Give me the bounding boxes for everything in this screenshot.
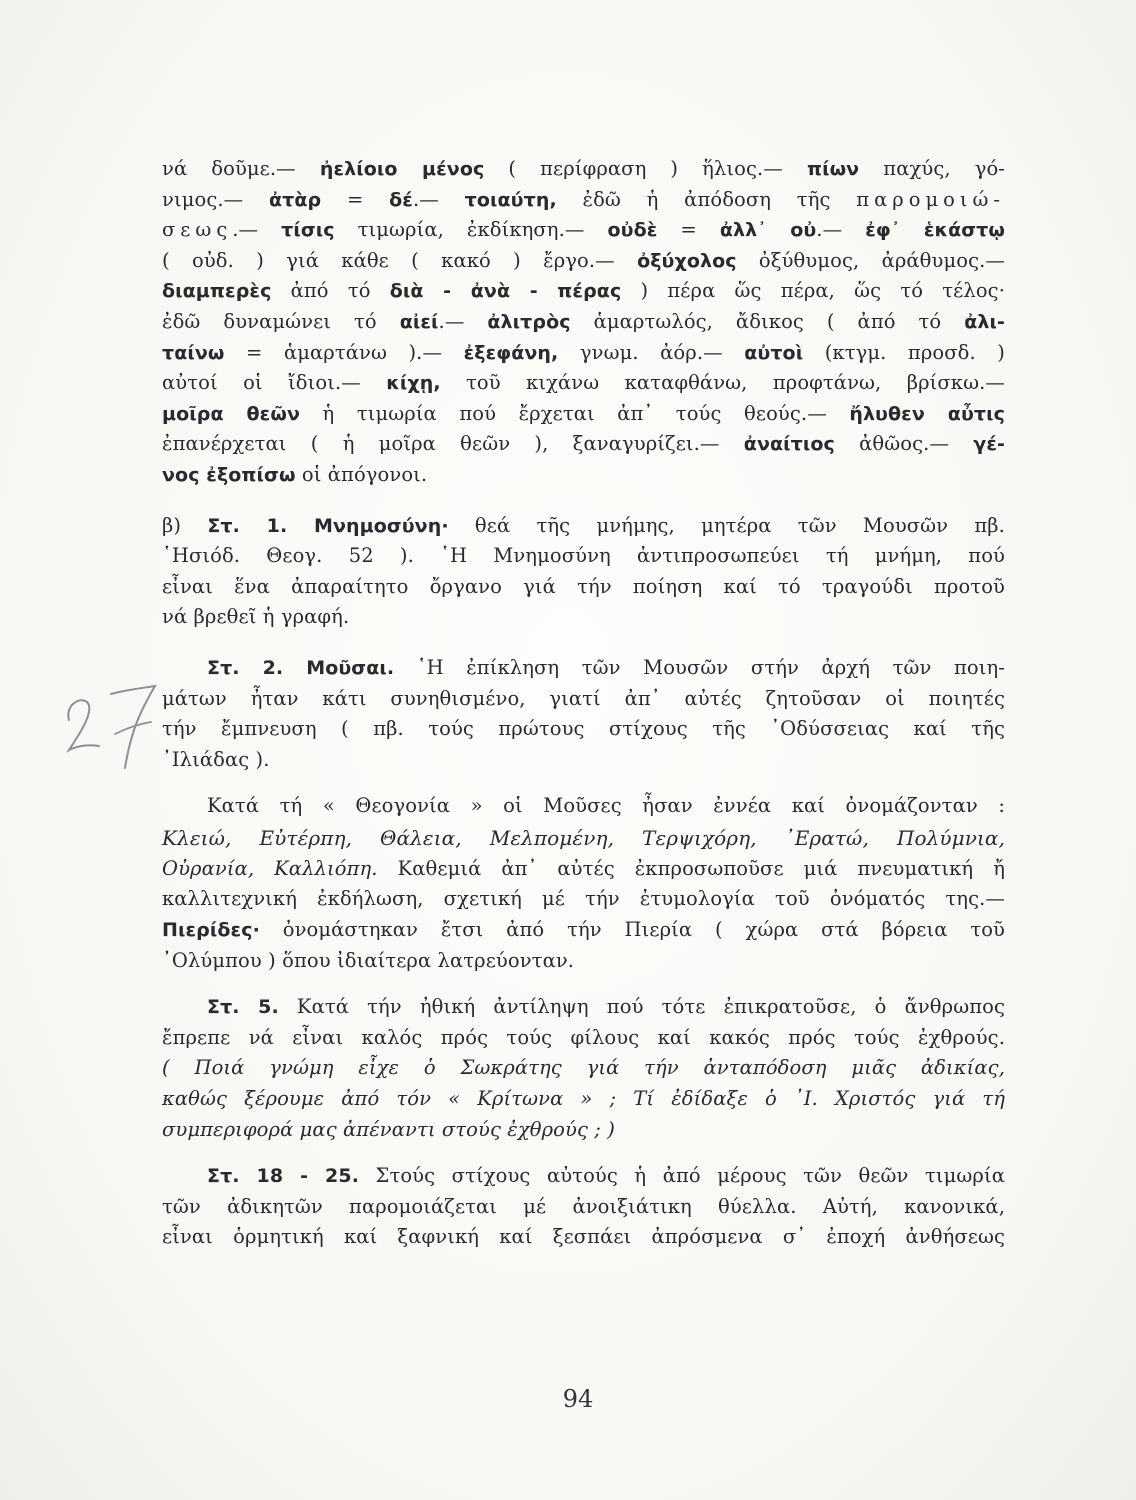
italic-text: καθώς ξέρουμε ἀπό τόν « Κρίτωνα » ; Τί ἐδίδαξε ὁ ᾿Ι. Χριστός γιά τή — [162, 1087, 1005, 1111]
commentary-text — [162, 154, 1005, 1253]
text-line: ( οὐδ. ) γιά κάθε ( κακό ) ἔργο.— ὀξύχολος ὀξύθυμος, ἀράθυμος.— — [162, 248, 1005, 272]
italic-text: Κλειώ, Εὐτέρπη, Θάλεια, Μελπομένη, Τερψιχόρη, ᾿Ερατώ, Πολύμνια, — [162, 825, 1005, 850]
text-line: νιμος.— ἀτὰρ = δέ.— τοιαύτη, ἐδῶ ἡ ἀπόδοση τῆς παρομοιώ- — [162, 187, 1005, 211]
text-line — [162, 822, 1005, 854]
bold-term: μοῖρα θεῶν — [162, 402, 301, 425]
bold-term: γέ- — [973, 433, 1005, 456]
bold-term: διὰ - ἀνὰ - πέρας — [389, 280, 622, 303]
text-line — [162, 1084, 1005, 1115]
text-line: διαμπερὲς ἀπό τό διὰ - ἀνὰ - πέρας ) πέρα ὥς πέρα, ὥς τό τέλος· — [162, 279, 1005, 303]
italic-text: ( Ποιά γνώμη εἶχε ὁ Σωκράτης γιά τήν ἀνταπόδοση μιᾶς ἀδικίας, — [162, 1056, 1005, 1080]
text-line: καλλιτεχνική ἐκδήλωση, σχετική μέ τήν ἐτυμολογία τοῦ ὀνόματός της.— — [162, 887, 1005, 911]
bold-term: ἀναίτιος — [743, 433, 835, 456]
text-line — [162, 1053, 1005, 1084]
bold-term: Στ. 2. Μοῦσαι. — [207, 656, 395, 679]
text-line: εἶναι ἕνα ἀπαραίτητο ὄργανο γιά τήν ποίηση καί τό τραγούδι προτοῦ — [162, 574, 1005, 598]
text-line: αὐτοί οἱ ἴδιοι.— κίχῃ, τοῦ κιχάνω καταφθάνω, προφτάνω, βρίσκω.— — [162, 371, 1005, 395]
text-line: Στ. 5. Κατά τήν ἠθική ἀντίληψη πού τότε ἐπικρατοῦσε, ὁ ἄνθρωπος — [207, 995, 1005, 1019]
bold-term: ἀλι- — [964, 310, 1005, 333]
bold-term: ἠελίοιο μένος — [319, 158, 485, 180]
text-line: ᾿Ολύμπου ) ὅπου ἰδιαίτερα λατρεύονταν. — [162, 948, 575, 972]
handwritten-27-drawing — [55, 680, 165, 780]
page-number: 94 — [562, 1385, 594, 1413]
text-line: Στ. 18 - 25. Στούς στίχους αὐτούς ἡ ἀπό μέρους τῶν θεῶν τιμωρία — [207, 1164, 1006, 1188]
bold-term: ἀλιτρὸς — [487, 310, 571, 333]
bold-term: ὀξύχολος — [637, 249, 737, 272]
italic-text: Οὐρανία, Καλλιόπη. — [162, 856, 378, 880]
spaced-text: σεως — [162, 218, 233, 242]
text-line: Κατά τή « Θεογονία » οἱ Μοῦσες ἦσαν ἐννέα καί ὀνομάζονταν : — [207, 794, 1005, 818]
handwritten-note-27 — [55, 680, 165, 780]
bold-term: κίχῃ, — [386, 372, 441, 395]
text-line: Πιερίδες· ὀνομάστηκαν ἔτσι ἀπό τήν Πιερία ( χώρα στά βόρεια τοῦ — [162, 918, 1005, 942]
text-line: Οὐρανία, Καλλιόπη. Καθεμιά ἀπ᾿ αὐτές ἐκπροσωποῦσε μιά πνευματική ἤ — [162, 856, 1006, 880]
text-line: ταίνω = ἁμαρτάνω ).— ἐξεφάνη, γνωμ. ἀόρ.— αὐτοὶ (κτγμ. προσδ. ) — [162, 340, 1005, 364]
bold-term: πίων — [806, 158, 860, 180]
bold-term: ἐφ᾿ ἑκάστῳ — [865, 219, 1005, 242]
text-line: ἔπρεπε νά εἶναι καλός πρός τούς φίλους καί κακός πρός τούς ἐχθρούς. — [162, 1025, 1005, 1049]
bold-term: οὐδὲ — [607, 219, 658, 242]
text-line: ῾Ησιόδ. Θεογ. 52 ). ῾Η Μνημοσύνη ἀντιπροσωπεύει τή μνήμη, πού — [162, 544, 1005, 568]
text-line: ἐπανέρχεται ( ἡ μοῖρα θεῶν ), ξαναγυρίζει.— ἀναίτιος ἀθῶος.— γέ- — [162, 432, 1005, 456]
text-line: β) Στ. 1. Μνημοσύνη· θεά τῆς μνήμης, μητέρα τῶν Μουσῶν πβ. — [162, 513, 1005, 537]
spaced-text: παρομοιώ- — [856, 187, 1005, 211]
bold-term: ταίνω — [162, 341, 225, 364]
text-line — [162, 1115, 1005, 1146]
bold-term: ἤλυθεν αὖτις — [849, 402, 1005, 425]
bold-term: τίσις — [281, 219, 335, 242]
text-line: τήν ἔμπνευση ( πβ. τούς πρώτους στίχους τῆς ᾿Οδύσσειας καί τῆς — [162, 717, 1005, 741]
bold-term: νος ἐξοπίσω — [162, 463, 296, 486]
bold-term: Στ. 1. Μνημοσύνη· — [207, 514, 449, 537]
bold-term: Πιερίδες· — [162, 919, 260, 942]
text-line: μάτων ἦταν κάτι συνηθισμένο, γιατί ἀπ᾿ αὐτές ζητοῦσαν οἱ ποιητές — [162, 686, 1005, 710]
text-line: Στ. 2. Μοῦσαι. ῾Η ἐπίκληση τῶν Μουσῶν στήν ἀρχή τῶν ποιη- — [207, 655, 1005, 679]
italic-text: συμπεριφορά μας ἀπέναντι στούς ἐχθρούς ; ) — [162, 1117, 615, 1141]
bold-term: ἐξεφάνη, — [463, 341, 559, 364]
bold-term: διαμπερὲς — [162, 280, 272, 303]
bold-term: Στ. 5. — [207, 996, 279, 1019]
bold-term: αὐτοὶ — [744, 341, 804, 364]
text-line: τῶν ἀδικητῶν παρομοιάζεται μέ ἀνοιξιάτικη θύελλα. Αὐτή, κανονικά, — [162, 1194, 1005, 1218]
bold-term: ἀλλ᾿ οὐ — [719, 219, 817, 242]
text-line: σεως.— τίσις τιμωρία, ἐκδίκηση.— οὐδὲ = ἀλλ᾿ οὐ.— ἐφ᾿ ἑκάστῳ — [162, 218, 1005, 242]
bold-term: δέ — [389, 188, 413, 211]
bold-term: Στ. 18 - 25. — [207, 1165, 360, 1188]
text-line: εἶναι ὁρμητική καί ξαφνική καί ξεσπάει ἀπρόσμενα σ᾿ ἐποχή ἀνθήσεως — [162, 1225, 1005, 1249]
text-line: νος ἐξοπίσω οἱ ἀπόγονοι. — [162, 462, 428, 486]
text-line: νά βρεθεῖ ἡ γραφή. — [162, 605, 350, 629]
text-line: νά δοῦμε.— ἠελίοιο μένος ( περίφραση ) ἥλιος.— πίων παχύς, γό- — [162, 157, 1005, 180]
bold-term: ἀτὰρ — [268, 188, 322, 211]
text-line: ἐδῶ δυναμώνει τό αἰεί.— ἀλιτρὸς ἁμαρτωλός, ἄδικος ( ἀπό τό ἀλι- — [162, 309, 1005, 333]
text-line: ᾿Ιλιάδας ). — [162, 747, 270, 771]
bold-term: τοιαύτη, — [464, 188, 557, 211]
bold-term: αἰεί — [399, 310, 439, 333]
text-line: μοῖρα θεῶν ἡ τιμωρία πού ἔρχεται ἀπ᾿ τούς θεούς.— ἤλυθεν αὖτις — [162, 401, 1005, 425]
